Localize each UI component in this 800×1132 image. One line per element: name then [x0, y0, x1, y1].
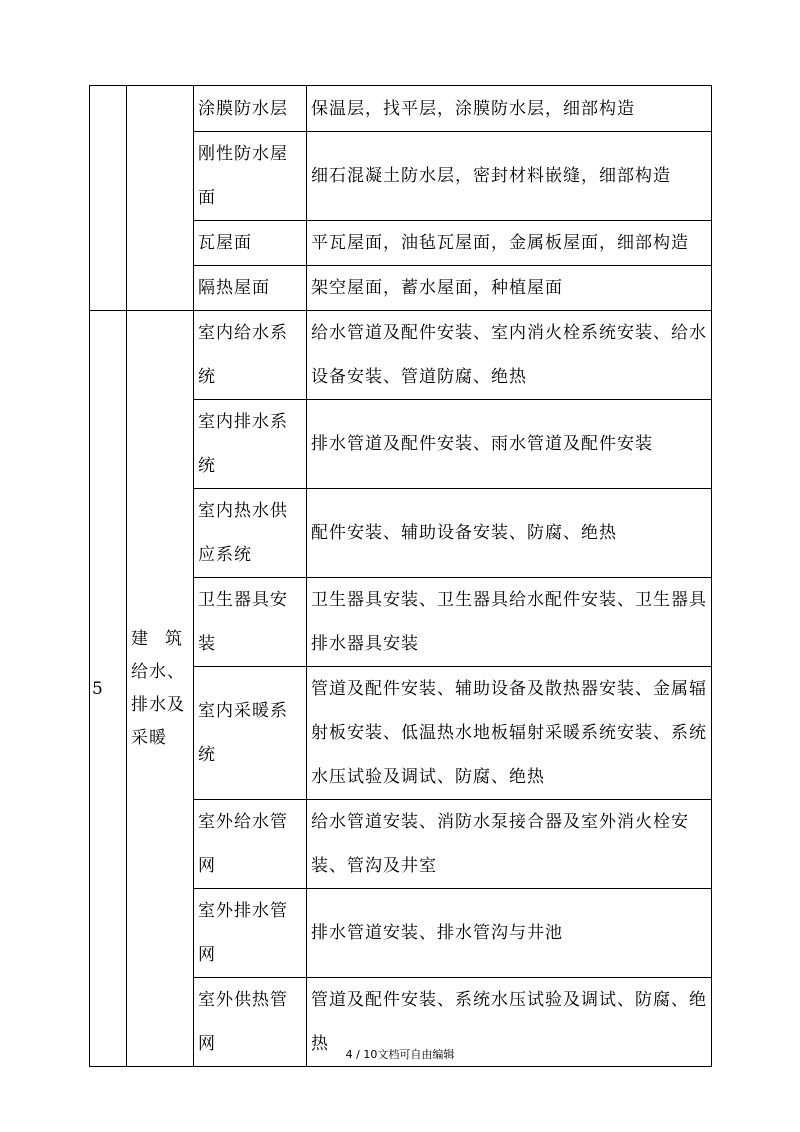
subitem-cell: 隔热屋面 [194, 266, 307, 311]
page-footer: 4 / 10文档可自由编辑 [345, 1048, 455, 1061]
subitem-cell: 室外给水管网 [194, 800, 307, 889]
description-cell: 架空屋面，蓄水屋面，种植屋面 [307, 266, 712, 311]
subitem-cell: 室内排水系统 [194, 400, 307, 489]
subitem-cell: 刚性防水屋面 [194, 132, 307, 221]
category-cell [127, 311, 194, 1067]
item-number-cell: 5 [90, 311, 127, 1067]
description-cell: 给水管道安装、消防水泵接合器及室外消火栓安装、管沟及井室 [307, 800, 712, 889]
subitem-cell: 室内热水供应系统 [194, 489, 307, 578]
subitem-cell: 瓦屋面 [194, 221, 307, 266]
description-cell: 管道及配件安装、辅助设备及散热器安装、金属辐射板安装、低温热水地板辐射采暖系统安装、系统水压试验及调试、防腐、绝热 [307, 667, 712, 800]
category-title-line1: 建 筑 [131, 628, 183, 649]
description-cell: 给水管道及配件安装、室内消火栓系统安装、给水设备安装、管道防腐、绝热 [307, 311, 712, 400]
category-title-line3: 排水及 [131, 694, 185, 715]
description-cell: 平瓦屋面，油毡瓦屋面，金属板屋面，细部构造 [307, 221, 712, 266]
description-cell: 排水管道安装、排水管沟与井池 [307, 889, 712, 978]
table-row [90, 311, 712, 400]
description-cell: 排水管道及配件安装、雨水管道及配件安装 [307, 400, 712, 489]
description-cell: 卫生器具安装、卫生器具给水配件安装、卫生器具排水器具安装 [307, 578, 712, 667]
item-number-cell [90, 86, 127, 311]
category-title-line4: 采暖 [131, 727, 167, 748]
description-cell: 管道及配件安装、系统水压试验及调试、防腐、绝热 [307, 978, 712, 1067]
subitem-cell: 室内给水系统 [194, 311, 307, 400]
subitem-cell: 室外供热管网 [194, 978, 307, 1067]
subitem-cell: 涂膜防水层 [194, 86, 307, 132]
category-title-line2: 给水、 [131, 661, 185, 682]
category-cell [127, 86, 194, 311]
subitem-cell: 卫生器具安装 [194, 578, 307, 667]
description-cell: 保温层，找平层，涂膜防水层，细部构造 [307, 86, 712, 132]
subitem-cell: 室外排水管网 [194, 889, 307, 978]
construction-items-table [89, 85, 712, 1067]
description-cell: 配件安装、辅助设备安装、防腐、绝热 [307, 489, 712, 578]
description-cell: 细石混凝土防水层，密封材料嵌缝，细部构造 [307, 132, 712, 221]
table-row [90, 86, 712, 132]
subitem-cell: 室内采暖系统 [194, 667, 307, 800]
